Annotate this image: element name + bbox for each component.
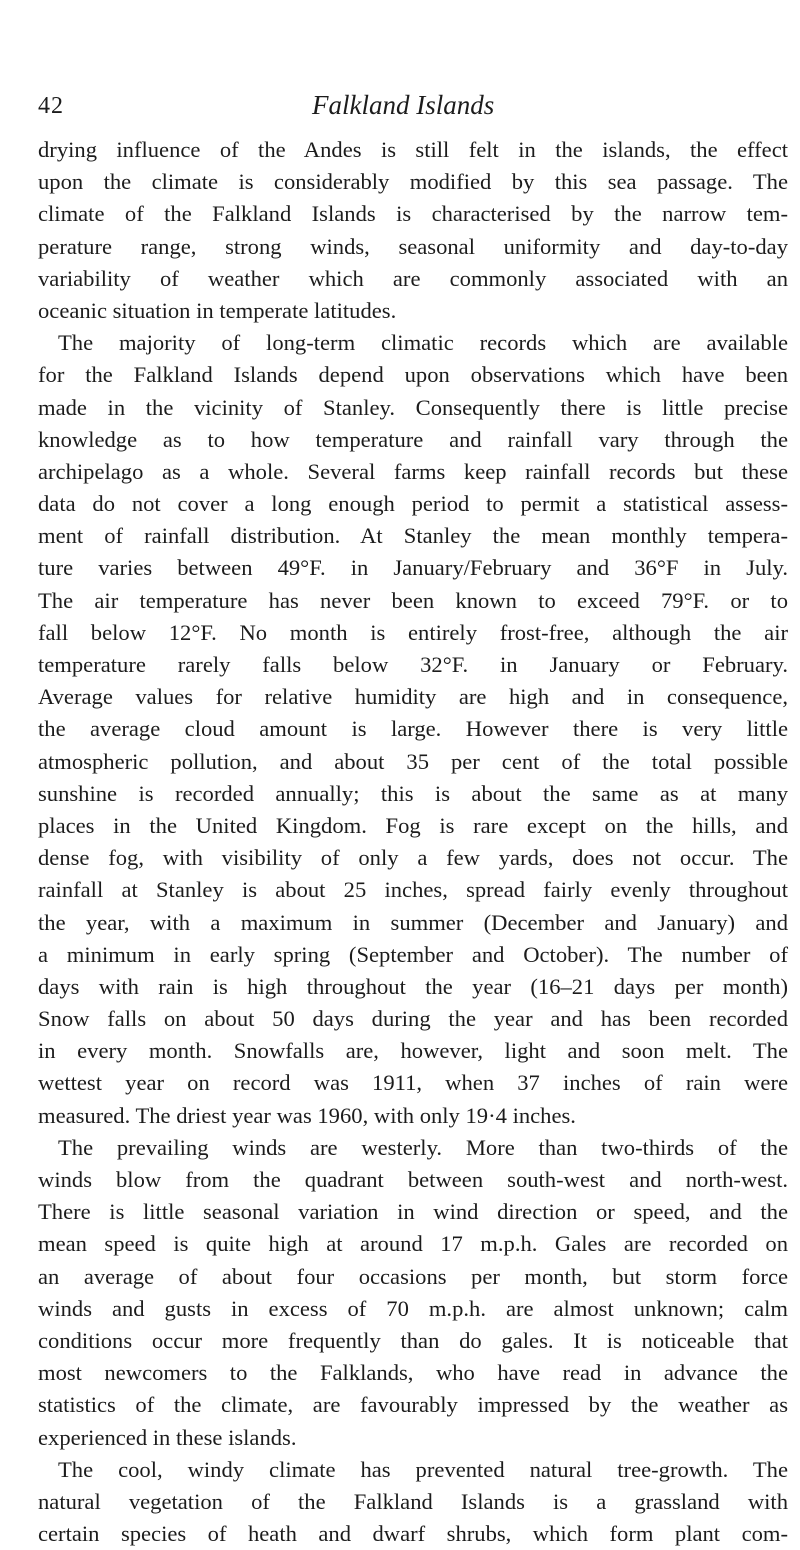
text-line: the year, with a maximum in summer (December and January) and: [38, 909, 788, 935]
text-line: places in the United Kingdom. Fog is rare except on the hills, and: [38, 812, 788, 838]
text-line: statistics of the climate, are favourably impressed by the weather as: [38, 1392, 788, 1418]
text-line: ture varies between 49°F. in January/February and 36°F in July.: [38, 555, 788, 581]
body-text: [38, 134, 788, 1550]
text-line: made in the vicinity of Stanley. Consequently there is little precise: [38, 394, 788, 420]
text-line: The prevailing winds are westerly. More than two-thirds of the: [58, 1134, 788, 1160]
text-line: knowledge as to how temperature and rainfall vary through the: [38, 426, 788, 452]
text-line: upon the climate is considerably modified by this sea passage. The: [38, 169, 788, 195]
text-line: data do not cover a long enough period to permit a statistical assess-: [38, 491, 788, 517]
text-line: an average of about four occasions per month, but storm force: [38, 1263, 788, 1289]
running-title: Falkland Islands: [312, 90, 495, 120]
text-line: variability of weather which are commonly associated with an: [38, 265, 788, 291]
text-line: mean speed is quite high at around 17 m.p.h. Gales are recorded on: [38, 1231, 788, 1257]
text-line: fall below 12°F. No month is entirely frost-free, although the air: [38, 619, 788, 645]
text-line: rainfall at Stanley is about 25 inches, spread fairly evenly throughout: [38, 877, 788, 903]
text-line: wettest year on record was 1911, when 37 inches of rain were: [38, 1070, 788, 1096]
text-line: the average cloud amount is large. However there is very little: [38, 716, 788, 742]
text-line: The cool, windy climate has prevented natural tree-growth. The: [58, 1456, 788, 1482]
text-line: a minimum in early spring (September and October). The number of: [38, 941, 788, 967]
text-line: drying influence of the Andes is still felt in the islands, the effect: [38, 137, 788, 162]
text-line: most newcomers to the Falklands, who have read in advance the: [38, 1360, 788, 1386]
text-line: experienced in these islands.: [38, 1424, 297, 1450]
text-line: The air temperature has never been known to exceed 79°F. or to: [38, 587, 788, 613]
text-line: temperature rarely falls below 32°F. in January or February.: [38, 652, 788, 677]
text-line: Average values for relative humidity are high and in consequence,: [38, 684, 788, 710]
text-line: certain species of heath and dwarf shrubs, which form plant com-: [38, 1521, 788, 1547]
text-line: days with rain is high throughout the year (16–21 days per month): [38, 973, 788, 999]
page-header: [0, 90, 800, 133]
page-number: 42: [38, 93, 64, 119]
text-line: There is little seasonal variation in wind direction or speed, and the: [38, 1199, 788, 1225]
text-line: archipelago as a whole. Several farms keep rainfall records but these: [38, 458, 788, 484]
text-line: perature range, strong winds, seasonal uniformity and day-to-day: [38, 233, 788, 259]
text-line: measured. The driest year was 1960, with only 19·4 inches.: [38, 1102, 576, 1128]
text-line: ment of rainfall distribution. At Stanley the mean monthly tempera-: [38, 523, 788, 549]
text-line: for the Falkland Islands depend upon observations which have been: [38, 362, 788, 388]
text-line: atmospheric pollution, and about 35 per cent of the total possible: [38, 748, 788, 774]
text-line: winds blow from the quadrant between south-west and north-west.: [38, 1167, 788, 1192]
text-line: Snow falls on about 50 days during the year and has been recorded: [38, 1006, 788, 1032]
text-line: oceanic situation in temperate latitudes.: [38, 297, 397, 323]
text-line: in every month. Snowfalls are, however, light and soon melt. The: [38, 1038, 788, 1064]
text-line: The majority of long-term climatic records which are available: [58, 330, 788, 356]
text-line: winds and gusts in excess of 70 m.p.h. are almost unknown; calm: [38, 1295, 788, 1321]
text-line: natural vegetation of the Falkland Islands is a grassland with: [38, 1488, 788, 1514]
text-line: sunshine is recorded annually; this is about the same as at many: [38, 780, 788, 806]
text-line: climate of the Falkland Islands is characterised by the narrow tem-: [38, 201, 788, 227]
text-line: conditions occur more frequently than do gales. It is noticeable that: [38, 1327, 788, 1353]
text-line: dense fog, with visibility of only a few yards, does not occur. The: [38, 845, 788, 871]
